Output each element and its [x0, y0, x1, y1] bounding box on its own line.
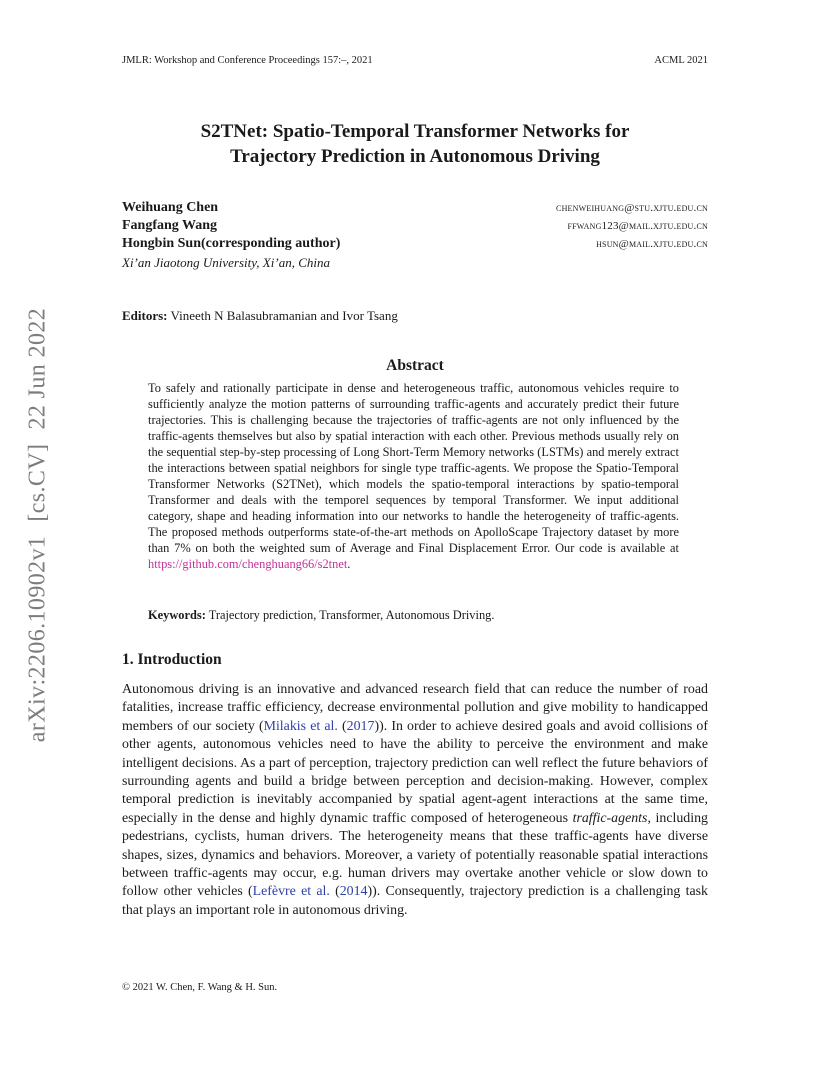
keywords-text: Trajectory prediction, Transformer, Autonomous Driving. — [208, 608, 495, 622]
editors-line — [122, 308, 398, 324]
citation-year-link[interactable]: 2017 — [346, 718, 375, 734]
affiliation: Xi’an Jiaotong University, Xi’an, China — [122, 255, 330, 270]
author-email[interactable]: ffwang123@mail.xjtu.edu.cn — [567, 220, 708, 232]
keywords-label: Keywords: — [148, 608, 206, 622]
title-line-2: Trajectory Prediction in Autonomous Driving — [230, 146, 600, 167]
abstract-text: To safely and rationally participate in dense and heterogeneous traffic, autonomous vehicles require to sufficiently analyze the motion patterns of surrounding traffic-agents and accurately predict their future trajectories. This is challenging because the trajectories of traffic-agents are not only influenced by the traffic-agents themselves but also by spatial interaction with each other. Previous methods usually rely on the sequential step-by-step processing of Long Short-Term Memory networks (LSTMs) and merely extract the interactions between spatial neighbors for single type traffic-agents. We propose the Spatio-Temporal Transformer Networks (S2TNet), which models the spatio-temporal interactions by spatio-temporal Transformer and deals with the temporel sequences by temporal Transformer. We input additional category, shape and heading information into our networks to handle the heterogeneity of traffic-agents. The proposed methods outperforms state-of-the-art methods on ApolloScape Trajectory dataset by more than 7% on both the weighted sum of Average and Final Displacement Error. Our code is available at — [148, 381, 679, 555]
proceedings-info: JMLR: Workshop and Conference Proceedings 157:–, 2021 — [122, 55, 373, 66]
abstract-body — [148, 380, 679, 572]
editors-label: Editors: — [122, 308, 168, 323]
intro-text-3: , including pedestrians, cyclists, human drivers. The heterogeneity means that these traffic-agents have diverse shapes, sizes, dynamics and behaviors. Moreover, a variety of potentially reasonable spatial interactions between traffic-agents may occur, e.g. human drivers may overtake another vehicle or slow down to follow other vehicles ( — [122, 810, 708, 900]
abstract-heading: Abstract — [386, 357, 444, 374]
author-email[interactable]: chenweihuang@stu.xjtu.edu.cn — [556, 202, 708, 214]
author-name: Fangfang Wang — [122, 218, 218, 233]
author-email[interactable]: hsun@mail.xjtu.edu.cn — [596, 238, 708, 250]
arxiv-id: arXiv:2206.10902v1 — [24, 535, 51, 743]
introduction-paragraph — [122, 681, 708, 920]
keywords-line — [148, 608, 679, 623]
arxiv-stamp — [25, 308, 52, 742]
intro-text-2: )). In order to achieve desired goals and avoid collisions of other agents, autonomous vehicles need to have the ability to perceive the environment and make intelligent decisions. As a part of perception, trajectory prediction can well reflect the future behaviors of surrounding agents and build a bridge between perception and decision-making. However, complex temporal prediction is inevitably accompanied by spatial agent-agent interactions at the same time, especially in the dense and highly dynamic traffic composed of heterogeneous — [122, 718, 708, 826]
author-name: Weihuang Chen — [122, 200, 219, 215]
conference-name: ACML 2021 — [654, 55, 708, 66]
emphasis-term: traffic-agents — [572, 810, 648, 826]
author-block — [122, 200, 708, 271]
citation-link[interactable]: Milakis et al. — [263, 718, 338, 734]
editors-names: Vineeth N Balasubramanian and Ivor Tsang — [170, 308, 398, 323]
copyright-footer: © 2021 W. Chen, F. Wang & H. Sun. — [122, 982, 278, 993]
code-link[interactable]: https://github.com/chenghuang66/s2tnet — [148, 557, 348, 571]
abstract-link-suffix: . — [347, 557, 351, 571]
citation-link[interactable]: Lefèvre et al. — [252, 884, 330, 900]
cite-open: ( — [329, 884, 340, 900]
arxiv-category: [cs.CV] — [24, 443, 51, 522]
arxiv-date: 22 Jun 2022 — [24, 307, 51, 430]
section-heading: 1. Introduction — [122, 651, 222, 668]
author-row — [122, 218, 708, 236]
cite-open: ( — [337, 718, 347, 734]
author-row — [122, 200, 708, 218]
intro-text-4: )). Consequently, trajectory prediction is a challenging task that plays an important role in autonomous driving. — [122, 884, 708, 918]
citation-year-link[interactable]: 2014 — [339, 884, 368, 900]
paper-title — [122, 119, 708, 169]
intro-text-1: Autonomous driving is an innovative and advanced research field that can reduce the number of road fatalities, increase traffic efficiency, decrease environmental pollution and give mobility to handicapped members of our society ( — [122, 682, 708, 734]
title-line-1: S2TNet: Spatio-Temporal Transformer Networks for — [200, 121, 630, 142]
author-row — [122, 236, 708, 254]
author-name: Hongbin Sun(corresponding author) — [122, 236, 341, 251]
